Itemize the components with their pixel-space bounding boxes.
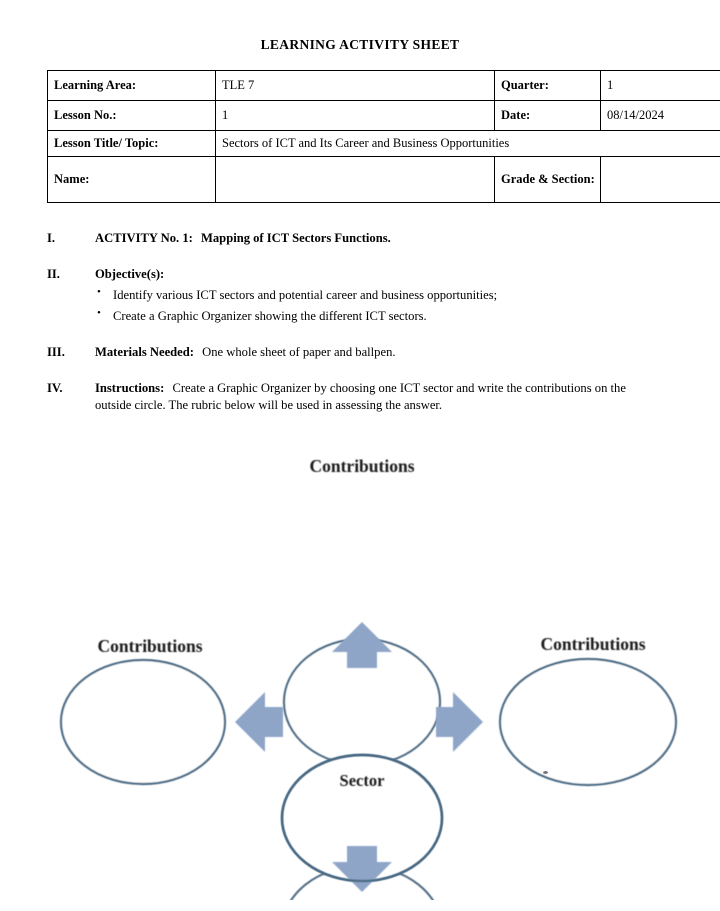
learning-area-label: Learning Area:	[48, 71, 216, 101]
list-item: • Identify various ICT sectors and potential career and business opportunities;	[95, 286, 667, 304]
objectives-list	[95, 286, 667, 326]
date-label: Date:	[495, 101, 601, 131]
learning-area-value[interactable]: TLE 7	[216, 71, 495, 101]
quarter-value[interactable]: 1	[601, 71, 720, 101]
section-instructions-body	[95, 380, 663, 413]
lesson-info-table	[47, 70, 720, 203]
section-activity-title: Mapping of ICT Sectors Functions.	[201, 231, 391, 245]
section-instructions-heading: Instructions:	[95, 381, 165, 395]
grade-section-label: Grade & Section:	[495, 157, 601, 203]
section-objectives-body	[95, 266, 667, 325]
date-value[interactable]: 08/14/2024	[601, 101, 720, 131]
quarter-label: Quarter:	[495, 71, 601, 101]
lesson-title-value[interactable]: Sectors of ICT and Its Career and Business Opportunities	[216, 131, 720, 157]
top-circle-label: Contributions	[309, 456, 415, 476]
table-row	[48, 157, 720, 203]
section-activity-heading: ACTIVITY No. 1:	[95, 231, 193, 245]
center-circle-label: Sector	[339, 771, 385, 790]
page-title: LEARNING ACTIVITY SHEET	[260, 37, 460, 52]
section-instructions-numeral: IV.	[47, 381, 63, 395]
grade-section-value[interactable]	[601, 157, 720, 203]
lesson-no-value[interactable]: 1	[216, 101, 495, 131]
table-row	[48, 71, 720, 101]
scan-artifact-dot	[543, 771, 548, 774]
left-circle	[61, 660, 225, 784]
section-activity-body	[95, 230, 667, 247]
section-materials-heading: Materials Needed:	[95, 345, 194, 359]
section-materials-numeral: III.	[47, 345, 65, 359]
section-materials-text: One whole sheet of paper and ballpen.	[202, 345, 396, 359]
section-activity-numeral: I.	[47, 231, 56, 245]
left-circle-label: Contributions	[97, 636, 203, 656]
right-circle-label: Contributions	[540, 634, 646, 654]
table-row	[48, 101, 720, 131]
list-item: • Create a Graphic Organizer showing the different ICT sectors.	[95, 307, 667, 325]
arrow-right-icon	[436, 692, 483, 752]
name-label: Name:	[48, 157, 216, 203]
right-circle	[500, 659, 676, 785]
section-instructions-text: Create a Graphic Organizer by choosing one ICT sector and write the contributions on the outside circle. The rubric below will be used in assessing the answer.	[95, 381, 626, 412]
table-row	[48, 131, 720, 157]
name-value[interactable]	[216, 157, 495, 203]
lesson-title-label: Lesson Title/ Topic:	[48, 131, 216, 157]
graphic-organizer-diagram	[40, 440, 680, 900]
section-objectives-numeral: II.	[47, 267, 60, 281]
lesson-no-label: Lesson No.:	[48, 101, 216, 131]
section-objectives-heading: Objective(s):	[95, 267, 165, 281]
section-materials-body	[95, 344, 667, 361]
arrow-left-icon	[235, 692, 283, 752]
